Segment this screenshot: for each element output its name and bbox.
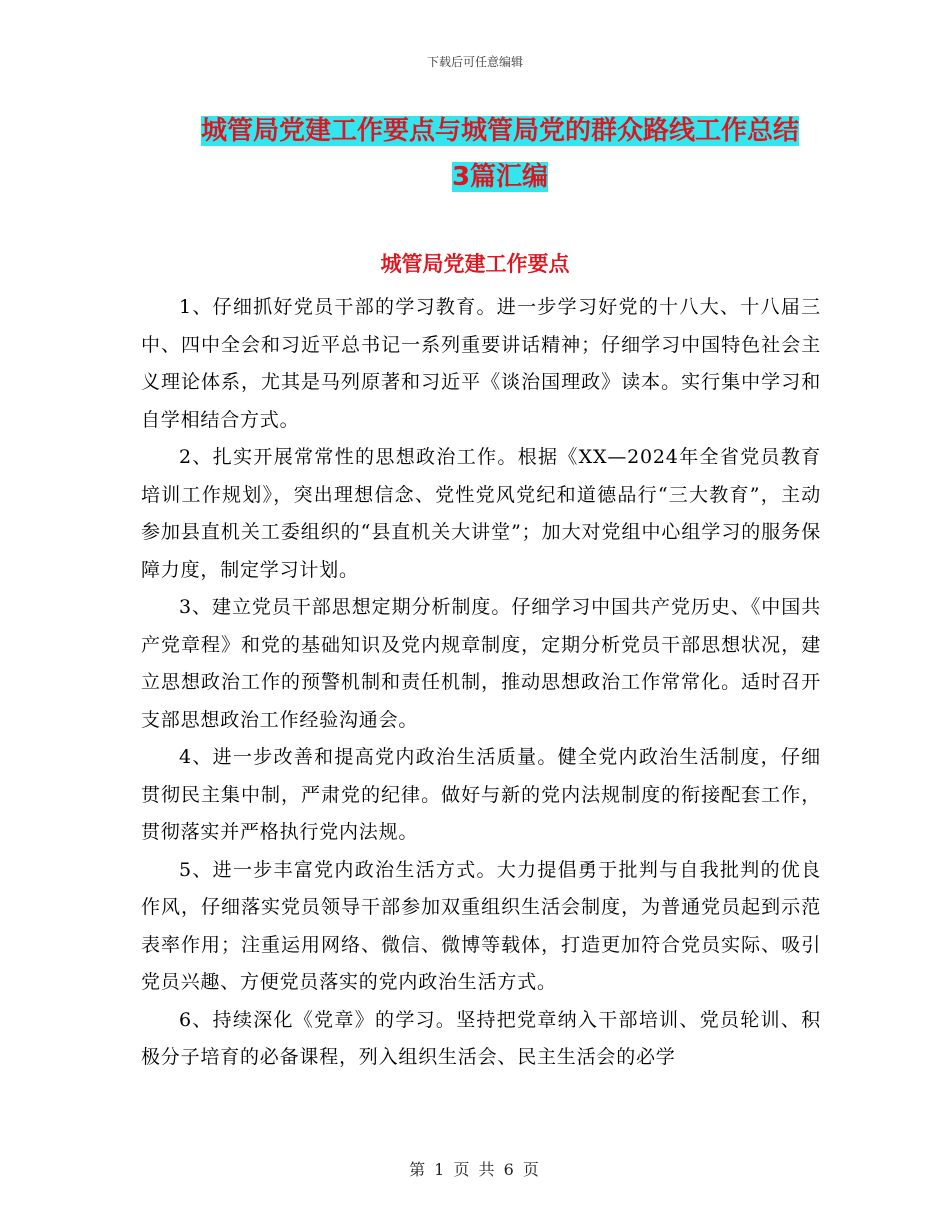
document-title-line-2: 3篇汇编 [451, 162, 549, 192]
paragraph-4: 4、进一步改善和提高党内政治生活质量。健全党内政治生活制度，仔细贯彻民主集中制，严肃党的纪律。做好与新的党内法规制度的衔接配套工作，贯彻落实并严格执行党内法规。 [141, 746, 821, 843]
paragraph-5: 5、进一步丰富党内政治生活方式。大力提倡勇于批判与自我批判的优良作风，仔细落实党员领导干部参加双重组织生活会制度，为普通党员起到示范表率作用；注重运用网络、微信、微博等载体，打造更加符合党员实际、吸引党员兴趣、方便党员落实的党内政治生活方式。 [141, 858, 821, 993]
document-title-line-1: 城管局党建工作要点与城管局党的群众路线工作总结 [200, 116, 799, 146]
paragraph-6: 6、持续深化《党章》的学习。坚持把党章纳入干部培训、党员轮训、积极分子培育的必备课程，列入组织生活会、民主生活会的必学 [141, 1008, 821, 1068]
header-note: 下载后可任意编辑 [426, 55, 523, 69]
paragraph-3: 3、建立党员干部思想定期分析制度。仔细学习中国共产党历史、《中国共产党章程》和党的基础知识及党内规章制度，定期分析党员干部思想状况，建立思想政治工作的预警机制和责任机制，推动思想政治工作常常化。适时召开支部思想政治工作经验沟通会。 [141, 596, 821, 731]
paragraph-2: 2、扎实开展常常性的思想政治工作。根据《XX—2024年全省党员教育培训工作规划》，突出理想信念、党性党风党纪和道德品行“三大教育”，主动参加县直机关工委组织的“县直机关大讲堂”；加大对党组中心组学习的服务保障力度，制定学习计划。 [141, 446, 821, 581]
body-text [141, 289, 821, 1077]
page-footer: 第 1 页 共 6 页 [409, 1160, 541, 1179]
section-title: 城管局党建工作要点 [380, 252, 570, 276]
document-title [160, 108, 840, 200]
paragraph-1: 1、仔细抓好党员干部的学习教育。进一步学习好党的十八大、十八届三中、四中全会和习近平总书记一系列重要讲话精神；仔细学习中国特色社会主义理论体系，尤其是马列原著和习近平《谈治国理政》读本。实行集中学习和自学相结合方式。 [141, 296, 821, 431]
